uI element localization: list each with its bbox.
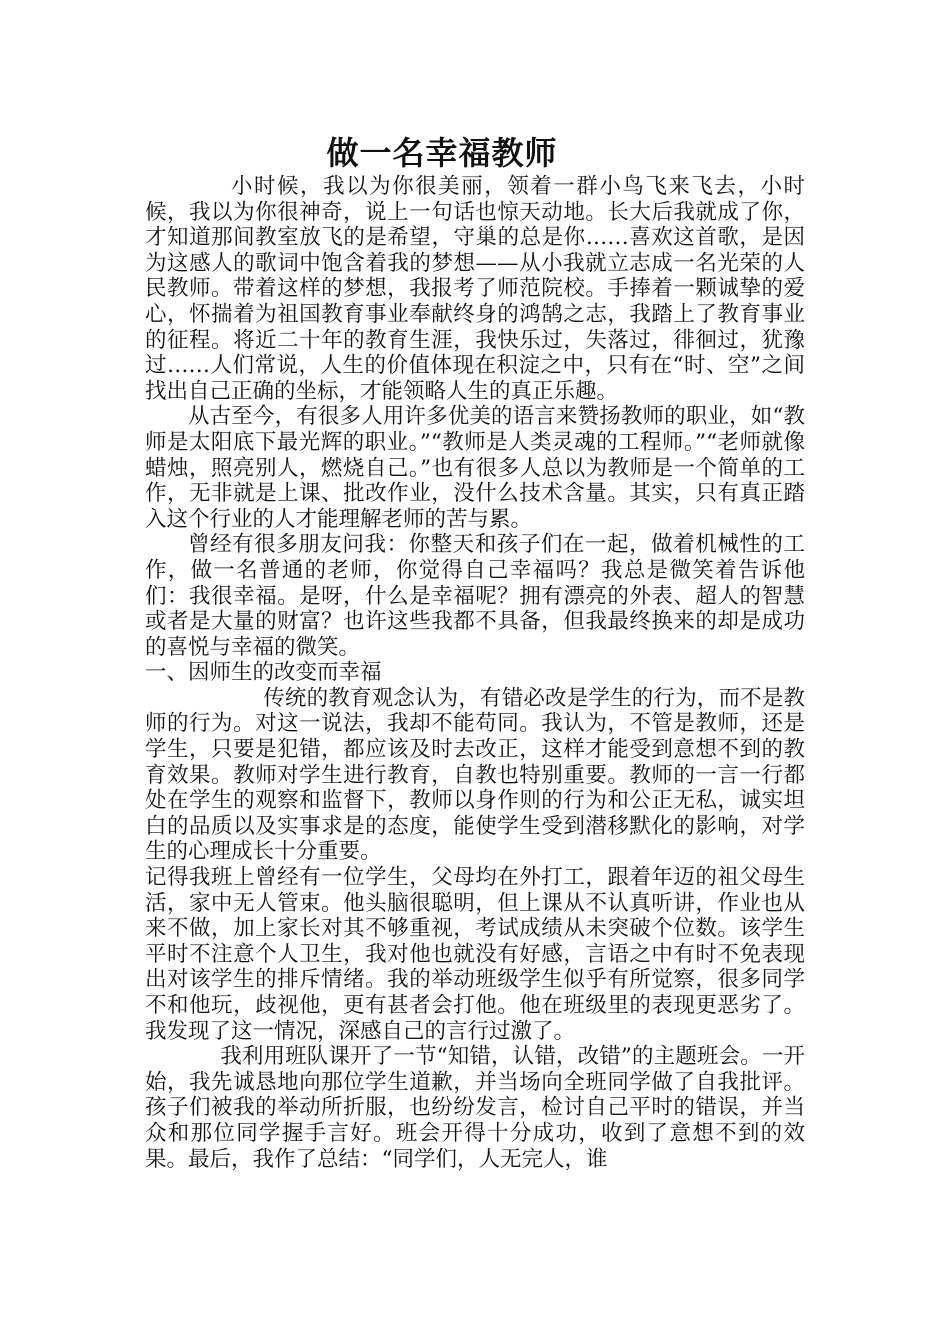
paragraph-4: 传统的教育观念认为，有错必改是学生的行为，而不是教师的行为。对这一说法，我却不能苟同。我认为，不管是教师，还是学生，只要是犯错，都应该及时去改正，这样才能受到意想不到的教育效果。教师对学生进行教育，自教也特别重要。教师的一言一行都处在学生的观察和监督下，教师以身作则的行为和公正无私，诚实坦白的品质以及实事求是的态度，能使学生受到潜移默化的影响，对学生的心理成长十分重要。: [145, 685, 805, 865]
document-title: 做一名幸福教师: [326, 134, 558, 172]
paragraph-1: 小时候，我以为你很美丽，领着一群小鸟飞来飞去，小时候，我以为你很神奇，说上一句话也惊天动地。长大后我就成了你，才知道那间教室放飞的是希望，守巢的总是你……喜欢这首歌，是因为这感人的歌词中饱含着我的梦想——从小我就立志成一名光荣的人民教师。带着这样的梦想，我报考了师范院校。手捧着一颗诚挚的爱心，怀揣着为祖国教育事业奉献终身的鸿鹄之志，我踏上了教育事业的征程。将近二十年的教育生涯，我快乐过，失落过，徘徊过，犹豫过……人们常说，人生的价值体现在积淀之中，只有在“时、空”之间找出自己正确的坐标，才能领略人生的真正乐趣。: [145, 174, 805, 404]
paragraph-3: 曾经有很多朋友问我：你整天和孩子们在一起，做着机械性的工作，做一名普通的老师，你觉得自己幸福吗？我总是微笑着告诉他们：我很幸福。是呀，什么是幸福呢？拥有漂亮的外表、超人的智慧或者是大量的财富？也许这些我都不具备，但我最终换来的却是成功的喜悦与幸福的微笑。: [145, 532, 805, 660]
paragraph-6: 我利用班队课开了一节“知错，认错，改错”的主题班会。一开始，我先诚恳地向那位学生道歉，并当场向全班同学做了自我批评。孩子们被我的举动所折服，也纷纷发言，检讨自己平时的错误，并当众和那位同学握手言好。班会开得十分成功，收到了意想不到的效果。最后，我作了总结：“同学们，人无完人，谁: [145, 1044, 805, 1172]
section-heading: 一、因师生的改变而幸福: [145, 660, 382, 686]
document-body: [145, 174, 805, 1172]
paragraph-5: 记得我班上曾经有一位学生，父母均在外打工，跟着年迈的祖父母生活，家中无人管束。他头脑很聪明，但上课从不认真听讲，作业也从来不做，加上家长对其不够重视，考试成绩从未突破个位数。该学生平时不注意个人卫生，我对他也就没有好感，言语之中有时不免表现出对该学生的排斥情绪。我的举动班级学生似乎有所觉察，很多同学不和他玩，歧视他，更有甚者会打他。他在班级里的表现更恶劣了。我发现了这一情况，深感自己的言行过激了。: [145, 865, 805, 1044]
paragraph-2: 从古至今，有很多人用许多优美的语言来赞扬教师的职业，如“教师是太阳底下最光辉的职业。”“教师是人类灵魂的工程师。”“老师就像蜡烛，照亮别人，燃烧自己。”也有很多人总以为教师是一个简单的工作，无非就是上课、批改作业，没什么技术含量。其实，只有真正踏入这个行业的人才能理解老师的苦与累。: [145, 404, 805, 532]
